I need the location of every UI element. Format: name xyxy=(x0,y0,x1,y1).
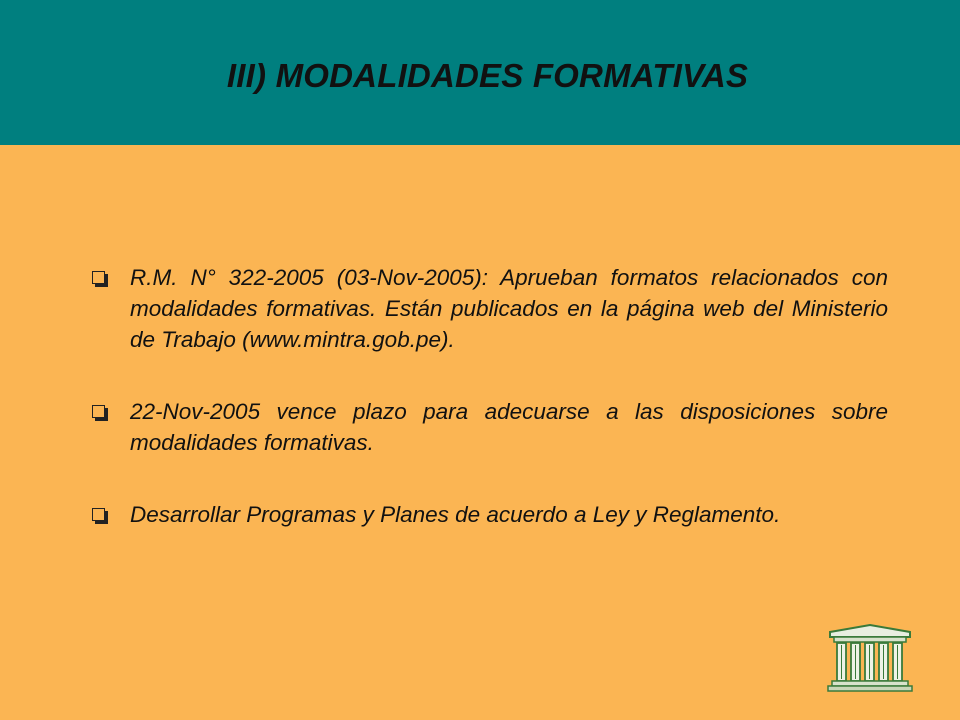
bullet-item xyxy=(92,262,888,355)
bullet-text: 22-Nov-2005 vence plazo para adecuarse a las disposiciones sobre modalidades formativas. xyxy=(130,399,888,455)
checkbox-square-icon xyxy=(92,271,105,284)
temple-columns-icon xyxy=(824,624,916,692)
bullet-text: R.M. N° 322-2005 (03-Nov-2005): Aprueban formatos relacionados con modalidades formativas. Están publicados en la página web del Ministerio de Trabajo (www.mintra.gob.pe). xyxy=(130,265,888,352)
bullet-text: Desarrollar Programas y Planes de acuerdo a Ley y Reglamento. xyxy=(130,502,781,527)
bullet-list xyxy=(92,262,888,530)
checkbox-square-icon xyxy=(92,405,105,418)
bullet-item xyxy=(92,499,888,530)
checkbox-square-icon xyxy=(92,508,105,521)
slide-title: III) MODALIDADES FORMATIVAS xyxy=(226,57,749,94)
bullet-item xyxy=(92,396,888,458)
